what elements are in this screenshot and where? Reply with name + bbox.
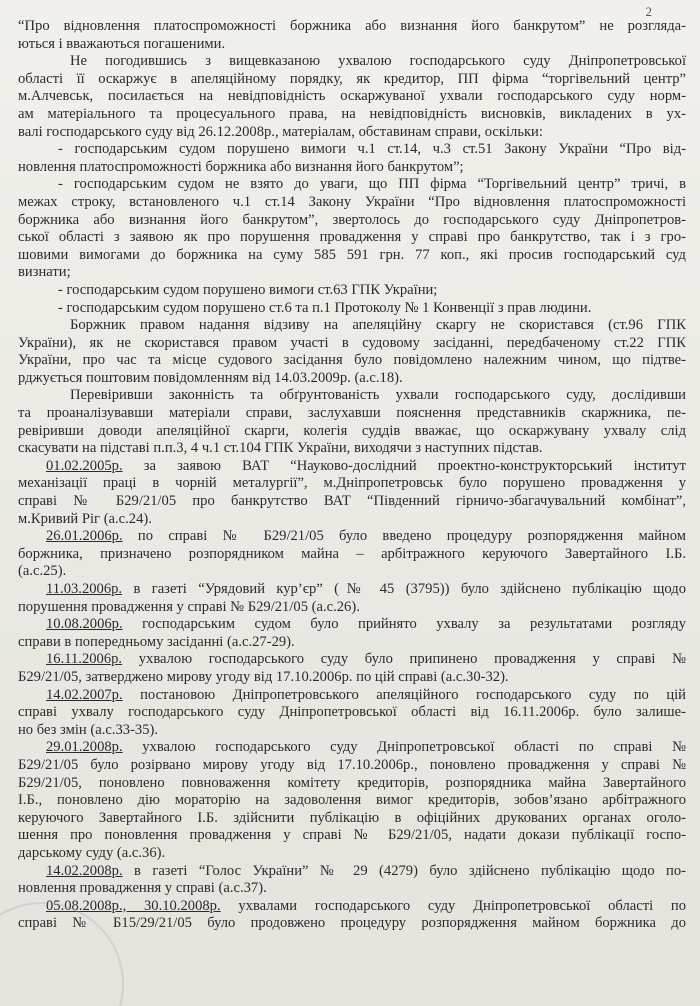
text-line: ської області з заявою як про порушення провадження у справі про банкрутство, так і з гро- <box>18 229 686 246</box>
text-line: 14.02.2007р. постановою Дніпропетровського апеляційного господарського суду по цій <box>46 686 686 703</box>
text-line: Перевіривши законність та обґрунтованість ухвали господарського суду, дослідивши <box>70 387 686 404</box>
text-line: механізації праці в чорній металургії”, м.Дніпропетровськ було порушено провадження у <box>18 475 686 492</box>
text-line: - господарським судом порушено вимоги ст.63 ГПК України; <box>58 281 438 298</box>
page-number: 2 <box>645 4 652 19</box>
text-line: ються і вважаються погашеними. <box>18 35 226 52</box>
text-line: визнати; <box>18 264 71 281</box>
date-underlined: 29.01.2008р. <box>46 739 123 756</box>
text-line: но без змін (а.с.33-35). <box>18 721 159 738</box>
text-line: межах строку, встановленого ч.1 ст.14 Закону України “Про відновлення платоспроможності <box>18 193 686 210</box>
text-line: дарському суду (а.с.36). <box>18 844 166 861</box>
text-line: шення про поновлення провадження у справі № Б29/21/05, надати докази публікації госпо- <box>18 827 686 844</box>
text-line: новлення платоспроможності боржника або визнання його банкрутом”; <box>18 158 464 175</box>
text-line: боржника, призначено розпорядником майна – арбітражного керуючого Завертайного І.Б. <box>18 545 686 562</box>
text-line: - господарським судом порушено вимоги ч.1 ст.14, ч.3 ст.51 Закону України “Про від- <box>58 141 686 158</box>
document-body <box>18 18 686 933</box>
text-line: 16.11.2006р. ухвалою господарського суду було припинено провадження у справі № <box>46 651 686 668</box>
text-line: рджується поштовим повідомленням від 14.03.2009р. (а.с.18). <box>18 369 403 386</box>
text-line: м.Алчевськ, посилається на невідповідність оскаржуваної ухвали господарського суду норм- <box>18 88 686 105</box>
text-line: Б29/21/05, поновлено повноваження комітету кредиторів, розпорядника майна Завертайного <box>18 774 686 791</box>
text-line: Не погодившись з вищевказаною ухвалою господарського суду Дніпропетровської <box>70 53 686 70</box>
date-underlined: 26.01.2006р. <box>46 528 123 545</box>
text-line: 14.02.2008р. в газеті “Голос України” № 29 (4279) було здійснено публікацію щодо по- <box>46 862 686 879</box>
text-line: керуючого Завертайного І.Б. здійснити публікацію в офіційних друкованих органах оголо- <box>18 809 686 826</box>
date-underlined: 14.02.2007р. <box>46 686 123 703</box>
date-underlined: 05.08.2008р., 30.10.2008р. <box>46 897 221 914</box>
text-line: Боржник правом надання відзиву на апеляційну скаргу не скористався (ст.96 ГПК <box>70 317 686 334</box>
text-line: Б29/21/05 було розірвано мирову угоду від 17.10.2006р., поновлено провадження у справі № <box>18 756 686 773</box>
text-line: скасувати на підставі п.п.3, 4 ч.1 ст.104 ГПК України, виходячи з наступних підстав. <box>18 440 543 457</box>
text-line: Б29/21/05, затверджено мирову угоду від 17.10.2006р. по цій справі (а.с.30-32). <box>18 668 509 685</box>
text-line: ревіривши доводи апеляційної скарги, колегія суддів вважає, що оскаржувану ухвалу слід <box>18 422 686 439</box>
date-underlined: 16.11.2006р. <box>46 651 123 668</box>
text-line: області її оскаржує в апеляційному порядку, як кредитор, ПП фірма “торгівельний центр” <box>18 70 686 87</box>
text-line: - господарським судом порушено ст.6 та п.1 Протоколу № 1 Конвенції з прав людини. <box>58 299 592 316</box>
text-line: України), як не скористався правом участі в судовому засіданні, передбаченому ст.22 ГПК <box>18 334 686 351</box>
text-line: справі № Б29/21/05 про банкрутство ВАТ “Південний гірничо-збагачувальний комбінат”, <box>18 493 686 510</box>
text-line: “Про відновлення платоспроможності боржника або визнання його банкрутом” не розгляда- <box>18 18 686 34</box>
text-line: України, про час та місце судового засідання було повідомлено належним чином, що підтве- <box>18 352 686 369</box>
text-line: 11.03.2006р. в газеті “Урядовий кур’єр” (№ 45 (3795)) було здійснено публікацію щодо <box>46 581 686 597</box>
date-underlined: 11.03.2006р. <box>46 581 123 597</box>
text-line: 29.01.2008р. ухвалою господарського суду Дніпропетровської області по справі № <box>46 739 686 756</box>
text-line: - господарським судом не взято до уваги, що ПП фірма “Торгівельний центр” тричі, в <box>58 176 686 193</box>
text-line: (а.с.25). <box>18 563 67 580</box>
text-line: І.Б., поновлено дію мораторію на задоволення вимог кредиторів, зобов’язано арбітражного <box>18 792 686 809</box>
text-line: ам матеріального та процесуального права, на невідповідність висновків, викладених в ух- <box>18 105 686 122</box>
text-line: справі ухвалу господарського суду Дніпропетровської області від 16.11.2006р. було залише- <box>18 704 686 721</box>
text-line: справи в попередньому засіданні (а.с.27-29). <box>18 633 295 650</box>
date-underlined: 14.02.2008р. <box>46 862 123 879</box>
text-line: шовими вимогами до боржника на суму 585 591 грн. 77 коп., які просив господарський суд <box>18 246 686 263</box>
text-line: та проаналізувавши матеріали справи, заслухавши пояснення представників скаржника, пе- <box>18 405 686 422</box>
text-line: порушення провадження у справі № Б29/21/05 (а.с.26). <box>18 598 360 615</box>
text-line: 10.08.2006р. господарським судом було прийнято ухвалу за результатами розгляду <box>46 616 686 633</box>
text-line: новлення провадження у справі (а.с.37). <box>18 880 267 897</box>
text-line: м.Кривий Ріг (а.с.24). <box>18 510 152 527</box>
text-line: валі господарського суду від 26.12.2008р., матеріалам, обставинам справи, оскільки: <box>18 123 543 140</box>
text-line: 26.01.2006р. по справі № Б29/21/05 було введено процедуру розпорядження майном <box>46 528 686 545</box>
text-line: 05.08.2008р., 30.10.2008р. ухвалами господарського суду Дніпропетровської області по <box>46 897 686 914</box>
text-line: боржника або визнання його банкрутом”, звертолось до господарського суду Дніпропетров- <box>18 211 686 228</box>
date-underlined: 01.02.2005р. <box>46 457 123 474</box>
date-underlined: 10.08.2006р. <box>46 616 123 633</box>
text-line: 01.02.2005р. за заявою ВАТ “Науково-дослідний проектно-конструкторський інститут <box>46 457 686 474</box>
text-line: справі № Б15/29/21/05 було продовжено процедуру розпорядження майном боржника до <box>18 915 686 932</box>
